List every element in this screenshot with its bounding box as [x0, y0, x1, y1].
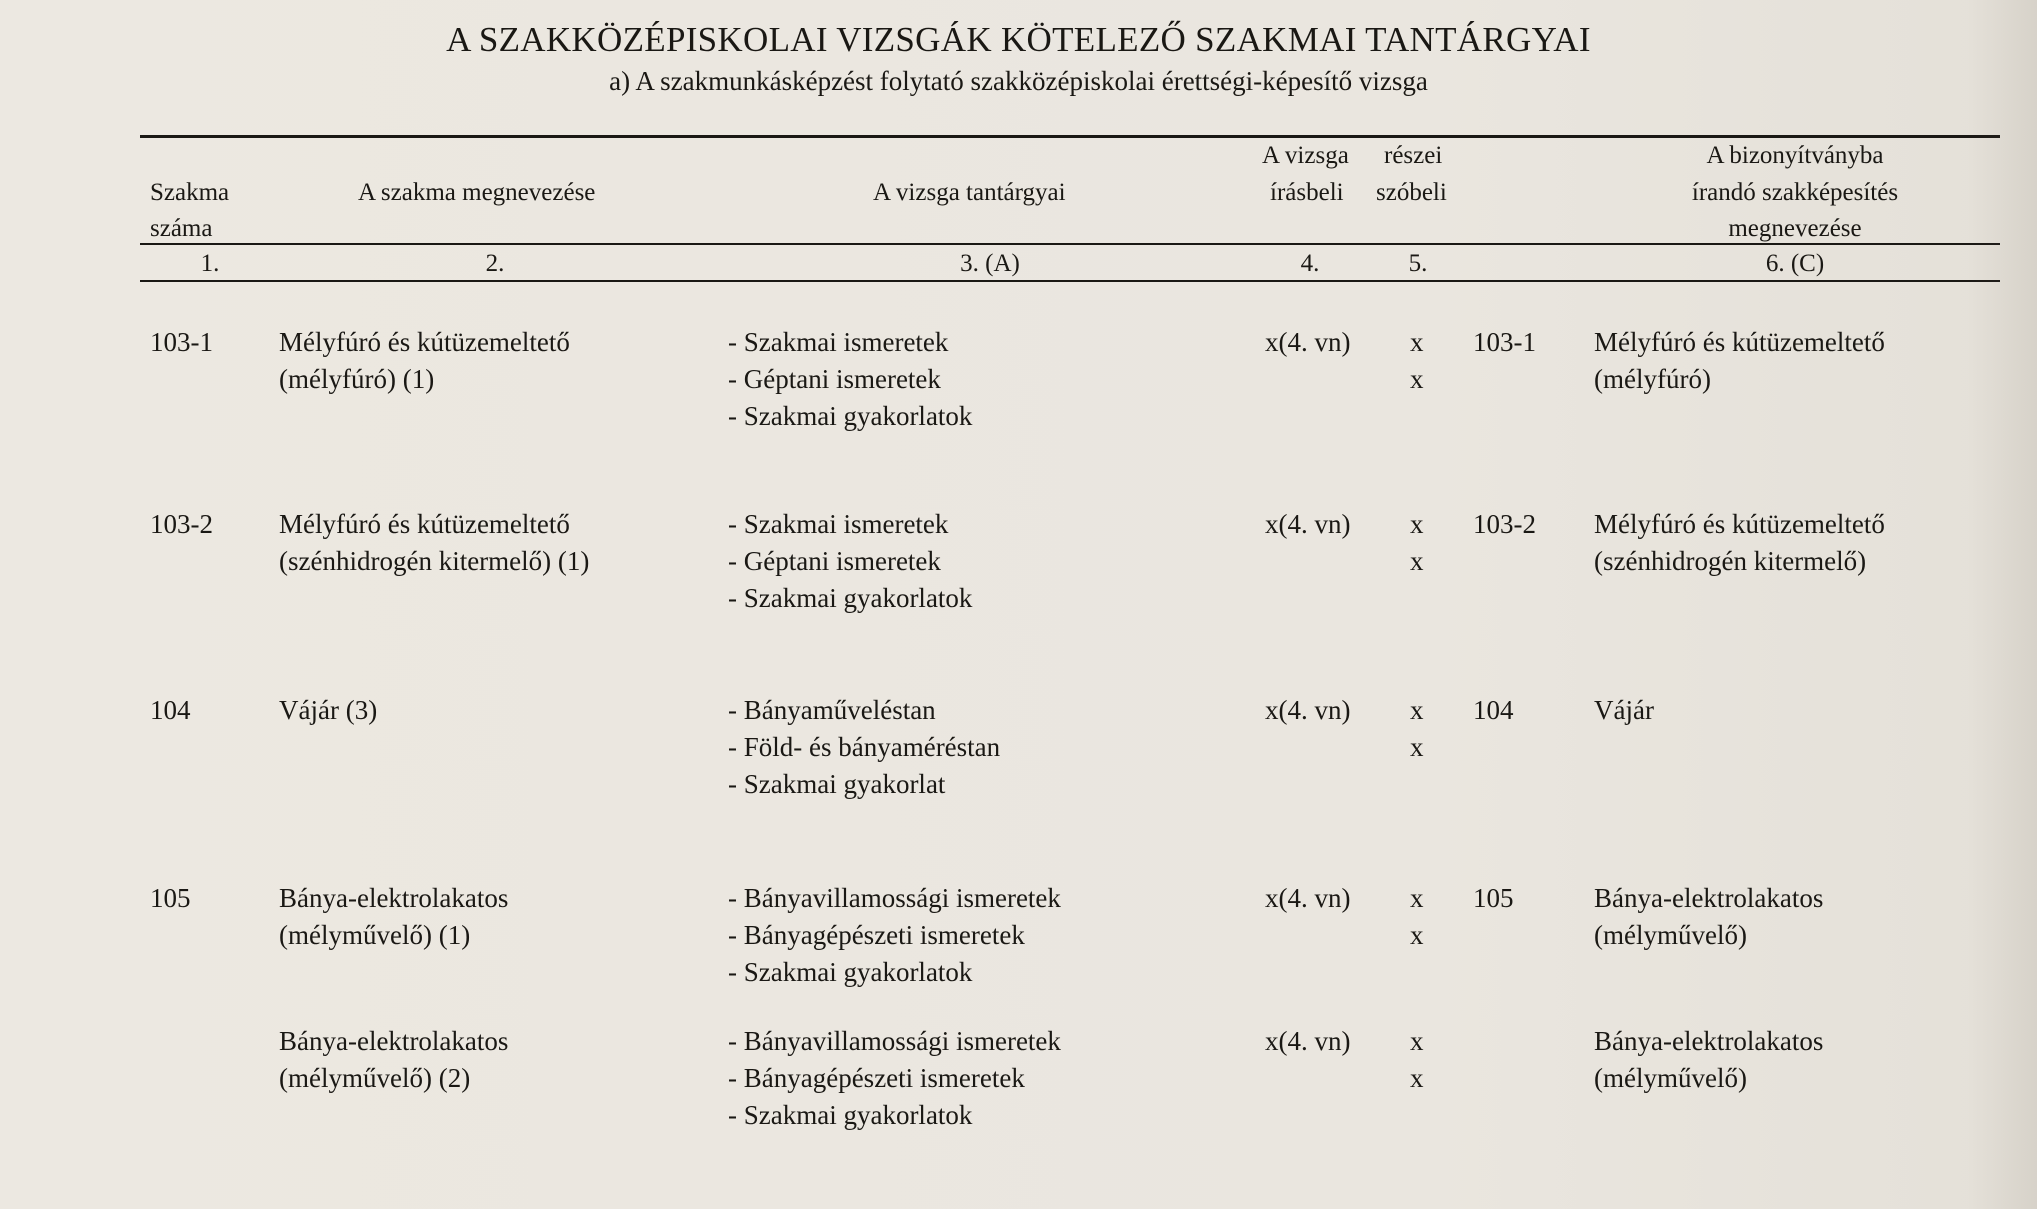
- header-col1-line1: Szakma: [150, 179, 230, 206]
- row4-subject-2: - Bányagépészeti ismeretek: [728, 920, 1025, 950]
- header-reszei-label: részei: [1384, 142, 1443, 169]
- row2-cert-number: 103-2: [1473, 509, 1536, 539]
- row4-cert-number: 105: [1473, 883, 1514, 913]
- row1-cert-name-line2: (mélyfúró): [1594, 364, 1711, 394]
- header-col2: A szakma megnevezése: [358, 179, 596, 206]
- row3-subject-2: - Föld- és bányaméréstan: [728, 732, 1001, 762]
- row3-cert-name-line1: Vájár: [1594, 695, 1654, 725]
- row2-cert-name-line2: (szénhidrogén kitermelő): [1594, 546, 1867, 576]
- row2-subject-2: - Géptani ismeretek: [728, 546, 941, 576]
- header-col6-line1: A bizonyítványba: [1706, 142, 1884, 169]
- row2-subject-3: - Szakmai gyakorlatok: [728, 583, 973, 613]
- row5-cert-name-line1: Bánya-elektrolakatos: [1594, 1026, 1824, 1056]
- header-col4: írásbeli: [1270, 179, 1344, 206]
- page-subtitle: a) A szakmunkásképzést folytató szakközépiskolai érettségi-képesítő vizsga: [609, 66, 1428, 96]
- row5-subject-2: - Bányagépészeti ismeretek: [728, 1063, 1025, 1093]
- row5-subject-1: - Bányavillamossági ismeretek: [728, 1026, 1061, 1056]
- row2-szobeli-2: x: [1410, 546, 1424, 576]
- row5-subject-3: - Szakmai gyakorlatok: [728, 1100, 973, 1130]
- column-number-4: 4.: [1300, 250, 1320, 277]
- page-edge-shadow: [1967, 0, 2037, 1209]
- row4-szobeli-2: x: [1410, 920, 1424, 950]
- header-col6-line2: írandó szakképesítés: [1691, 179, 1899, 206]
- column-number-3: 3. (A): [960, 250, 1020, 277]
- row5-irasbeli: x(4. vn): [1265, 1026, 1351, 1056]
- column-number-2: 2.: [485, 250, 505, 277]
- row1-name-line1: Mélyfúró és kútüzemeltető: [279, 327, 570, 357]
- row1-subject-2: - Géptani ismeretek: [728, 364, 941, 394]
- row4-name-line2: (mélyművelő) (1): [279, 920, 471, 950]
- page-title: A SZAKKÖZÉPISKOLAI VIZSGÁK KÖTELEZŐ SZAKMAI TANTÁRGYAI: [446, 20, 1591, 59]
- row3-subject-3: - Szakmai gyakorlat: [728, 769, 946, 799]
- row2-szakma-szama: 103-2: [150, 509, 213, 539]
- row1-szobeli-2: x: [1410, 364, 1424, 394]
- row4-irasbeli: x(4. vn): [1265, 883, 1351, 913]
- header-col5: szóbeli: [1376, 179, 1447, 206]
- row2-name-line1: Mélyfúró és kútüzemeltető: [279, 509, 570, 539]
- row4-szakma-szama: 105: [150, 883, 191, 913]
- row1-subject-1: - Szakmai ismeretek: [728, 327, 949, 357]
- header-col6-line3: megnevezése: [1728, 215, 1862, 242]
- column-number-5: 5.: [1408, 250, 1428, 277]
- row1-irasbeli: x(4. vn): [1265, 327, 1351, 357]
- row4-name-line1: Bánya-elektrolakatos: [279, 883, 509, 913]
- row4-subject-1: - Bányavillamossági ismeretek: [728, 883, 1061, 913]
- row4-szobeli-1: x: [1410, 883, 1424, 913]
- row4-cert-name-line1: Bánya-elektrolakatos: [1594, 883, 1824, 913]
- row1-szobeli-1: x: [1410, 327, 1424, 357]
- column-number-1: 1.: [200, 250, 220, 277]
- header-col3: A vizsga tantárgyai: [873, 179, 1066, 206]
- row5-name-line2: (mélyművelő) (2): [279, 1063, 471, 1093]
- row5-szobeli-1: x: [1410, 1026, 1424, 1056]
- row2-name-line2: (szénhidrogén kitermelő) (1): [279, 546, 590, 576]
- row3-szakma-szama: 104: [150, 695, 191, 725]
- row1-name-line2: (mélyfúró) (1): [279, 364, 435, 394]
- row1-cert-number: 103-1: [1473, 327, 1536, 357]
- row1-subject-3: - Szakmai gyakorlatok: [728, 401, 973, 431]
- row2-szobeli-1: x: [1410, 509, 1424, 539]
- row5-cert-name-line2: (mélyművelő): [1594, 1063, 1747, 1093]
- row3-szobeli-2: x: [1410, 732, 1424, 762]
- row2-cert-name-line1: Mélyfúró és kútüzemeltető: [1594, 509, 1885, 539]
- header-col1-line2: száma: [150, 215, 213, 242]
- row5-name-line1: Bánya-elektrolakatos: [279, 1026, 509, 1056]
- row4-cert-name-line2: (mélyművelő): [1594, 920, 1747, 950]
- column-number-6: 6. (C): [1765, 250, 1825, 277]
- row3-szobeli-1: x: [1410, 695, 1424, 725]
- row3-cert-number: 104: [1473, 695, 1514, 725]
- row3-subject-1: - Bányaműveléstan: [728, 695, 936, 725]
- row4-subject-3: - Szakmai gyakorlatok: [728, 957, 973, 987]
- row3-irasbeli: x(4. vn): [1265, 695, 1351, 725]
- header-vizsga-label: A vizsga: [1262, 142, 1349, 169]
- row5-szobeli-2: x: [1410, 1063, 1424, 1093]
- row2-irasbeli: x(4. vn): [1265, 509, 1351, 539]
- row2-subject-1: - Szakmai ismeretek: [728, 509, 949, 539]
- row3-name-line1: Vájár (3): [279, 695, 378, 725]
- row1-szakma-szama: 103-1: [150, 327, 213, 357]
- row1-cert-name-line1: Mélyfúró és kútüzemeltető: [1594, 327, 1885, 357]
